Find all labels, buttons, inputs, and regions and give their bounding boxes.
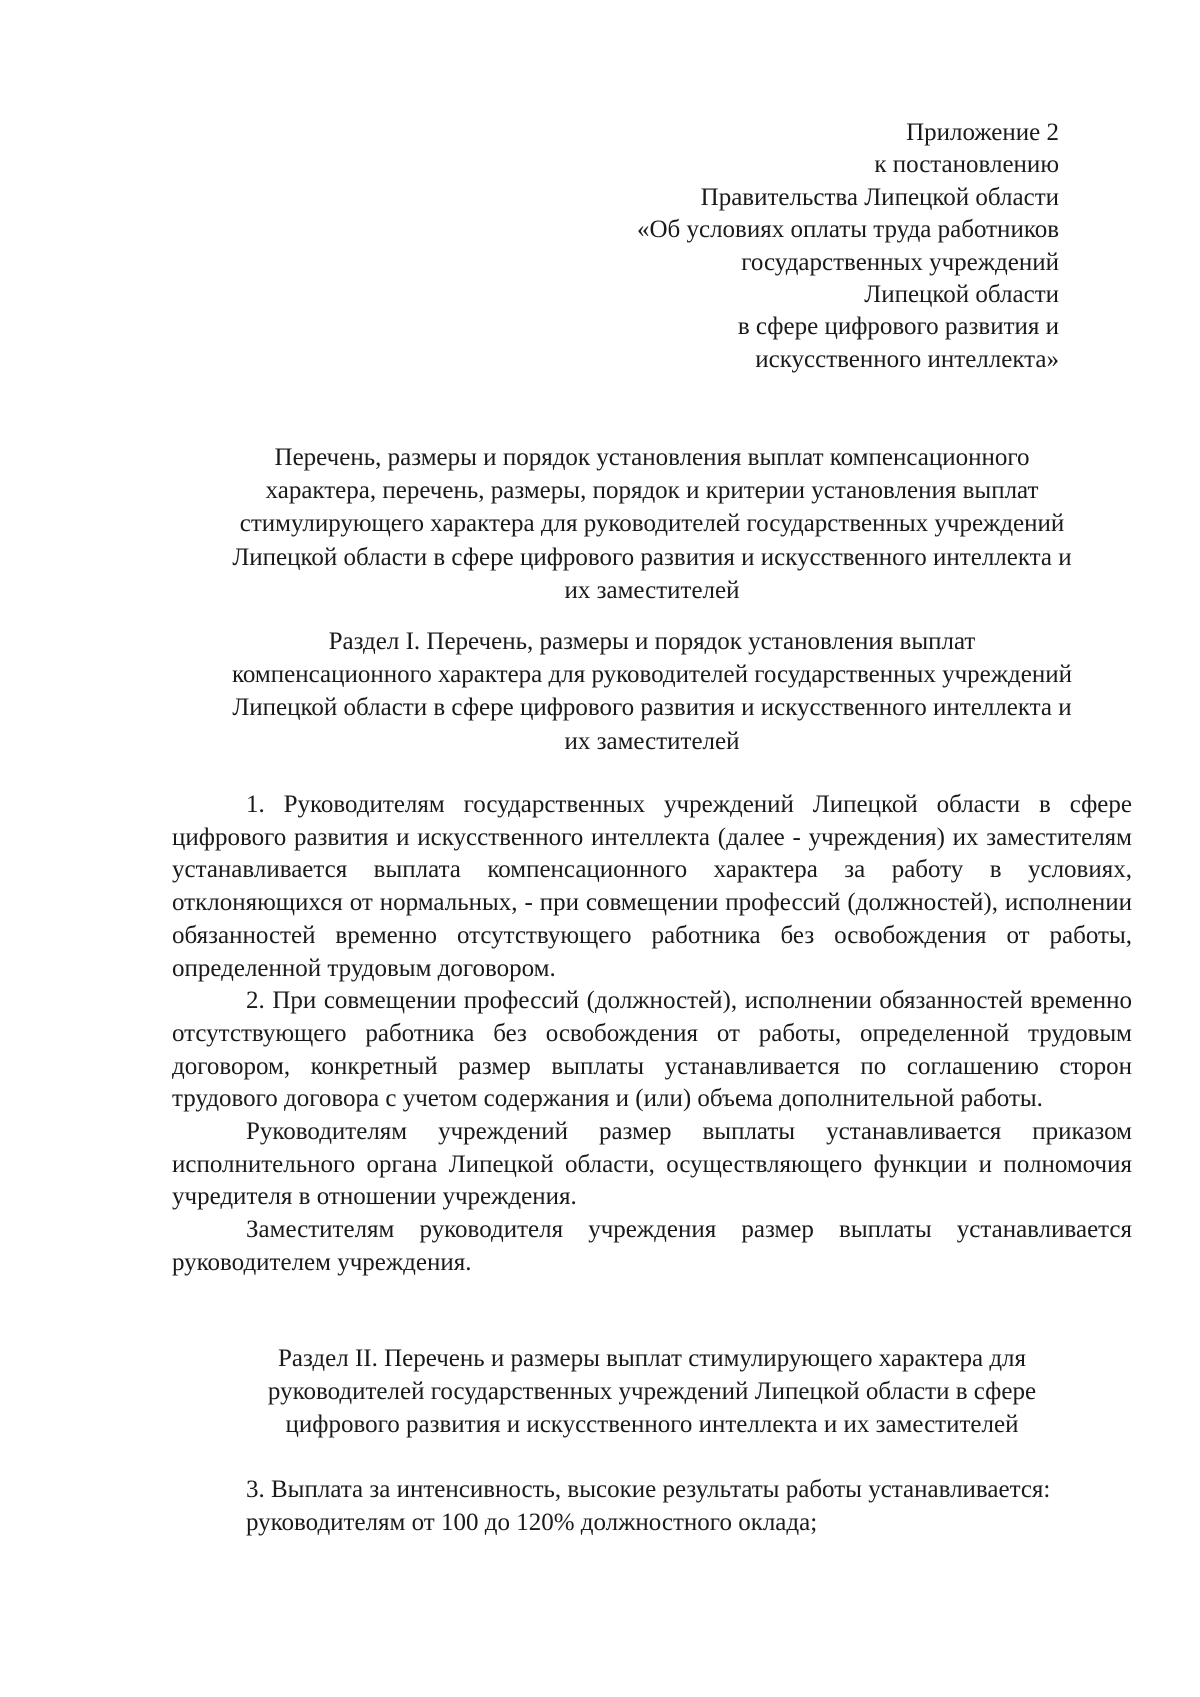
section-1-title xyxy=(172,625,1132,758)
section-2-title xyxy=(172,1342,1132,1441)
section-title-line: их заместителей xyxy=(564,727,740,755)
appendix-line: «Об условиях оплаты труда работников xyxy=(636,216,1059,244)
section-title-line: компенсационного характера для руководителей государственных учреждений xyxy=(232,661,1072,689)
paragraph-heads: Руководителям учреждений размер выплаты устанавливается приказом исполнительного органа Липецкой области, осуществляющего функции и полномочия учредителя в отношении учреждения. xyxy=(172,1118,1132,1211)
paragraph-3: 3. Выплата за интенсивность, высокие результаты работы устанавливается: xyxy=(246,1476,1051,1503)
paragraph-deputies: Заместителям руководителя учреждения размер выплаты устанавливается руководителем учреждения. xyxy=(172,1216,1132,1276)
document-title xyxy=(172,441,1132,607)
section-title-line: цифрового развития и искусственного интеллекта и их заместителей xyxy=(285,1411,1019,1438)
section-title-line: Липецкой области в сфере цифрового развития и искусственного интеллекта и xyxy=(232,694,1072,722)
appendix-line: государственных учреждений xyxy=(741,248,1059,276)
appendix-header xyxy=(459,117,1059,376)
appendix-line: Приложение 2 xyxy=(906,119,1059,146)
title-line: Перечень, размеры и порядок установления выплат компенсационного xyxy=(274,444,1030,471)
section-title-line: руководителей государственных учреждений Липецкой области в сфере xyxy=(267,1378,1037,1405)
appendix-line: Правительства Липецкой области xyxy=(700,183,1059,211)
section-title-line: Раздел I. Перечень, размеры и порядок установления выплат xyxy=(328,628,976,655)
appendix-line: Липецкой области xyxy=(864,281,1059,309)
title-line: их заместителей xyxy=(564,576,740,604)
title-line: характера, перечень, размеры, порядок и критерии установления выплат xyxy=(265,477,1039,505)
paragraph-1: 1. Руководителям государственных учреждений Липецкой области в сфере цифрового развития и искусственного интеллекта (далее - учреждения) их заместителям устанавливается выплата компенсационного характера за работу в условиях, отклоняющихся от нормальных, - при совмещении профессий (должностей), исполнении обязанностей временно отсутствующего работника без освобождения от работы, определенной трудовым договором. xyxy=(172,791,1132,982)
paragraph-2: 2. При совмещении профессий (должностей), исполнении обязанностей временно отсутствующего работника без освобождения от работы, определенной трудовым договором, конкретный размер выплаты устанавливается по соглашению сторон трудового договора с учетом содержания и (или) объема дополнительной работы. xyxy=(172,987,1132,1113)
section-2-body xyxy=(172,1474,1132,1539)
section-title-line: Раздел II. Перечень и размеры выплат стимулирующего характера для xyxy=(277,1345,1027,1372)
appendix-line: искусственного интеллекта» xyxy=(755,345,1059,373)
title-line: Липецкой области в сфере цифрового развития и искусственного интеллекта и xyxy=(232,543,1072,571)
title-line: стимулирующего характера для руководителей государственных учреждений xyxy=(239,510,1065,538)
appendix-line: к постановлению xyxy=(874,151,1059,179)
paragraph-heads-rate: руководителям от 100 до 120% должностного оклада; xyxy=(246,1508,818,1536)
section-1-body xyxy=(172,789,1132,1280)
appendix-line: в сфере цифрового развития и xyxy=(737,313,1059,341)
